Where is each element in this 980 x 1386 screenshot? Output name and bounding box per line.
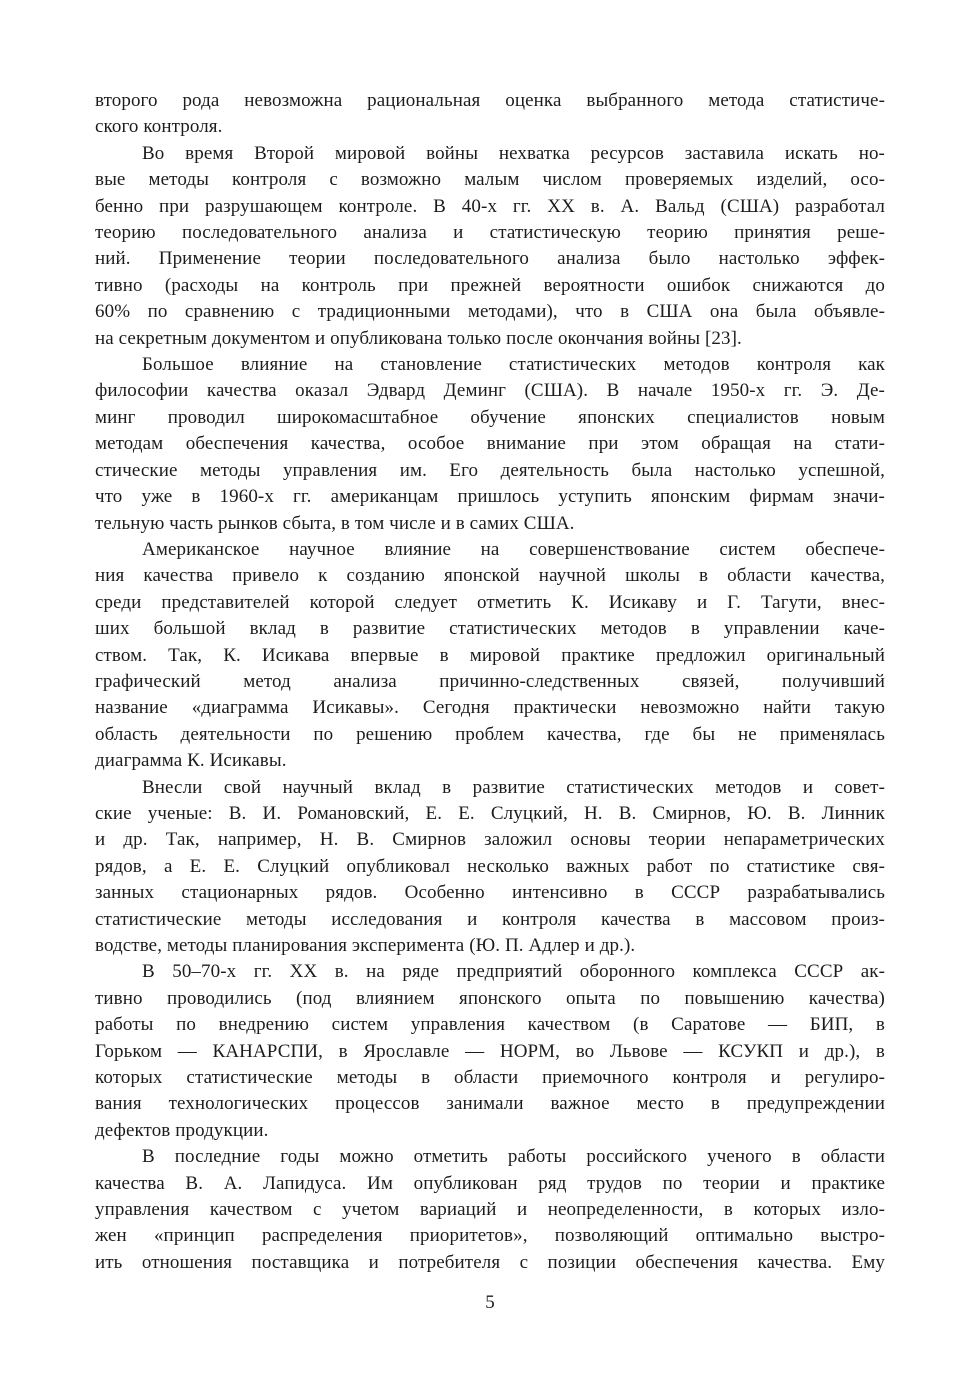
text-line: Американское научное влияние на совершенствование систем обеспече- bbox=[142, 538, 885, 560]
text-line: рядов, а Е. Е. Слуцкий опубликовал несколько важных работ по статистике свя- bbox=[95, 855, 885, 877]
text-line: статистические методы исследования и контроля качества в массовом произ- bbox=[95, 908, 885, 930]
paragraph bbox=[95, 141, 885, 352]
text-line: философии качества оказал Эдвард Деминг (США). В начале 1950-х гг. Э. Де- bbox=[95, 380, 885, 402]
page-number: 5 bbox=[485, 1292, 495, 1314]
text-line: Во время Второй мировой войны нехватка ресурсов заставила искать но- bbox=[142, 142, 885, 164]
text-line: минг проводил широкомасштабное обучение японских специалистов новым bbox=[95, 406, 885, 428]
paragraph bbox=[95, 1144, 885, 1276]
paragraph bbox=[95, 775, 885, 960]
paragraph bbox=[95, 959, 885, 1144]
text-line: В 50–70-х гг. XX в. на ряде предприятий оборонного комплекса СССР ак- bbox=[142, 961, 885, 983]
text-line: второго рода невозможна рациональная оценка выбранного метода статистиче- bbox=[95, 90, 885, 111]
text-line: методам обеспечения качества, особое внимание при этом обращая на стати- bbox=[95, 433, 885, 455]
text-line: область деятельности по решению проблем качества, где бы не применялась bbox=[95, 723, 885, 745]
text-line: ить отношения поставщика и потребителя с позиции обеспечения качества. Ему bbox=[95, 1251, 885, 1273]
text-line: занных стационарных рядов. Особенно интенсивно в СССР разрабатывались bbox=[95, 882, 885, 904]
text-line: что уже в 1960-х гг. американцам пришлось уступить японским фирмам значи- bbox=[95, 486, 885, 508]
page-text-block bbox=[95, 88, 885, 1276]
text-line: на секретным документом и опубликована только после окончания войны [23]. bbox=[95, 327, 742, 349]
text-line: 60% по сравнению с традиционными методами), что в США она была объявле- bbox=[95, 301, 885, 323]
text-line: диаграмма К. Исикавы. bbox=[95, 750, 287, 772]
text-line: ские ученые: В. И. Романовский, Е. Е. Слуцкий, Н. В. Смирнов, Ю. В. Линник bbox=[95, 802, 885, 824]
text-line: тивно проводились (под влиянием японского опыта по повышению качества) bbox=[95, 987, 885, 1009]
text-line: жен «принцип распределения приоритетов», позволяющий оптимально выстро- bbox=[95, 1225, 885, 1247]
text-line: графический метод анализа причинно-следственных связей, получивший bbox=[95, 670, 885, 692]
text-line: ний. Применение теории последовательного анализа было настолько эффек- bbox=[95, 248, 885, 270]
text-line: ших большой вклад в развитие статистических методов в управлении каче- bbox=[95, 618, 885, 640]
paragraph bbox=[95, 352, 885, 537]
text-line: ством. Так, К. Исикава впервые в мировой практике предложил оригинальный bbox=[95, 644, 885, 666]
text-line: управления качеством с учетом вариаций и неопределенности, в которых изло- bbox=[95, 1199, 885, 1221]
text-line: тельную часть рынков сбыта, в том числе и в самих США. bbox=[95, 512, 575, 534]
text-line: и др. Так, например, Н. В. Смирнов заложил основы теории непараметрических bbox=[95, 829, 885, 851]
paragraph bbox=[95, 88, 885, 141]
text-line: вания технологических процессов занимали важное место в предупреждении bbox=[95, 1093, 885, 1115]
text-line: среди представителей которой следует отметить К. Исикаву и Г. Тагути, внес- bbox=[95, 591, 885, 613]
text-line: теорию последовательного анализа и статистическую теорию принятия реше- bbox=[95, 222, 885, 244]
text-line: работы по внедрению систем управления качеством (в Саратове — БИП, в bbox=[95, 1014, 885, 1036]
text-line: ния качества привело к созданию японской научной школы в области качества, bbox=[95, 565, 885, 587]
text-line: название «диаграмма Исикавы». Сегодня практически невозможно найти такую bbox=[95, 697, 885, 719]
text-line: Горьком — КАНАРСПИ, в Ярославле — НОРМ, во Львове — КСУКП и др.), в bbox=[95, 1040, 885, 1062]
text-line: тивно (расходы на контроль при прежней вероятности ошибок снижаются до bbox=[95, 274, 885, 296]
text-line: дефектов продукции. bbox=[95, 1119, 269, 1141]
text-line: В последние годы можно отметить работы российского ученого в области bbox=[142, 1146, 885, 1168]
text-line: бенно при разрушающем контроле. В 40-х гг. XX в. А. Вальд (США) разработал bbox=[95, 195, 885, 217]
paragraph bbox=[95, 537, 885, 775]
text-line: Большое влияние на становление статистических методов контроля как bbox=[142, 354, 885, 376]
text-line: вые методы контроля с возможно малым числом проверяемых изделий, осо- bbox=[95, 169, 885, 191]
text-line: Внесли свой научный вклад в развитие статистических методов и совет- bbox=[142, 776, 885, 798]
text-line: водстве, методы планирования эксперимента (Ю. П. Адлер и др.). bbox=[95, 935, 636, 956]
text-line: которых статистические методы в области приемочного контроля и регулиро- bbox=[95, 1067, 885, 1089]
text-line: ского контроля. bbox=[95, 116, 223, 138]
text-line: качества В. А. Лапидуса. Им опубликован ряд трудов по теории и практике bbox=[95, 1172, 885, 1194]
text-line: стические методы управления им. Его деятельность была настолько успешной, bbox=[95, 459, 885, 481]
